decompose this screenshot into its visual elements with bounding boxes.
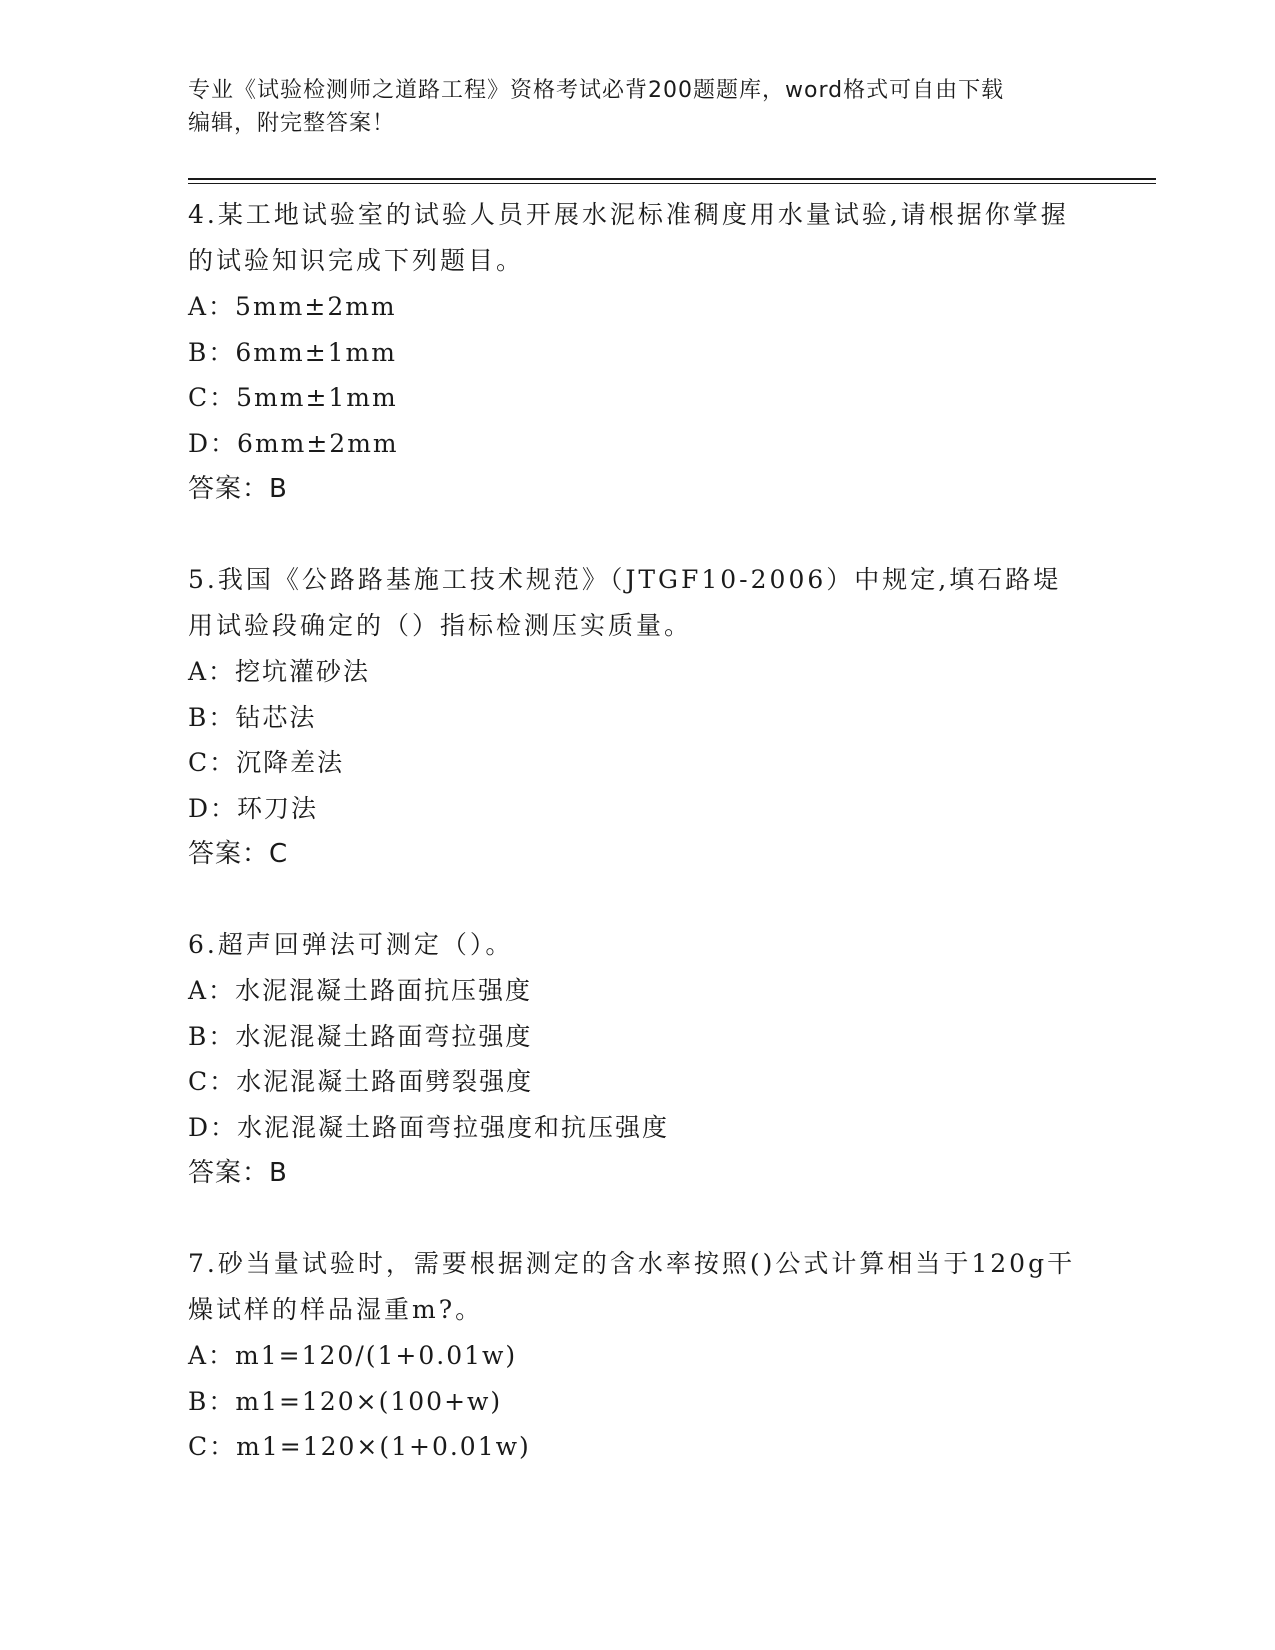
option-c: C：水泥混凝土路面劈裂强度 — [188, 1067, 534, 1096]
option-c: C：5mm±1mm — [188, 383, 398, 412]
option-c: C：沉降差法 — [188, 748, 345, 777]
option-a: A：水泥混凝土路面抗压强度 — [188, 976, 533, 1005]
option-b: B：6mm±1mm — [188, 337, 397, 367]
question-stem: 4.某工地试验室的试验人员开展水泥标准稠度用水量试验,请根据你掌握的试验知识完成下列题目。 — [188, 200, 1069, 275]
spacer — [188, 877, 1088, 922]
option-b: B：m1=120×(100+w) — [188, 1386, 503, 1416]
question-stem: 5.我国《公路路基施工技术规范》（JTGF10-2006）中规定,填石路堤用试验段确定的（）指标检测压实质量。 — [188, 565, 1062, 640]
question-6 — [188, 922, 1088, 1196]
answer: 答案：B — [188, 1158, 288, 1188]
header-divider-thin — [188, 183, 1156, 184]
option-d: D：水泥混凝土路面弯拉强度和抗压强度 — [188, 1112, 670, 1142]
option-d: D：6mm±2mm — [188, 428, 399, 458]
option-a: A：m1=120/(1+0.01w) — [188, 1341, 518, 1370]
question-stem: 7.砂当量试验时，需要根据测定的含水率按照()公式计算相当于120g干燥试样的样品湿重m?。 — [188, 1249, 1076, 1324]
header-line-1: 专业《试验检测师之道路工程》资格考试必背200题题库，word格式可自由下载 — [188, 78, 1005, 103]
question-list — [188, 192, 1088, 1470]
spacer — [188, 1196, 1088, 1241]
option-a: A：挖坑灌砂法 — [188, 657, 371, 686]
option-d: D：环刀法 — [188, 793, 319, 823]
option-a: A：5mm±2mm — [188, 292, 397, 321]
question-7 — [188, 1241, 1088, 1470]
header-divider-thick — [188, 178, 1156, 180]
document-header — [188, 74, 1088, 140]
option-c: C：m1=120×(1+0.01w) — [188, 1432, 531, 1461]
question-5 — [188, 557, 1088, 877]
option-b: B：水泥混凝土路面弯拉强度 — [188, 1021, 533, 1051]
question-4 — [188, 192, 1088, 512]
spacer — [188, 512, 1088, 557]
option-b: B：钻芯法 — [188, 702, 317, 732]
answer: 答案：B — [188, 474, 288, 504]
answer: 答案：C — [188, 839, 289, 869]
question-stem: 6.超声回弹法可测定（）。 — [188, 930, 514, 959]
header-line-2: 编辑，附完整答案！ — [188, 111, 396, 136]
